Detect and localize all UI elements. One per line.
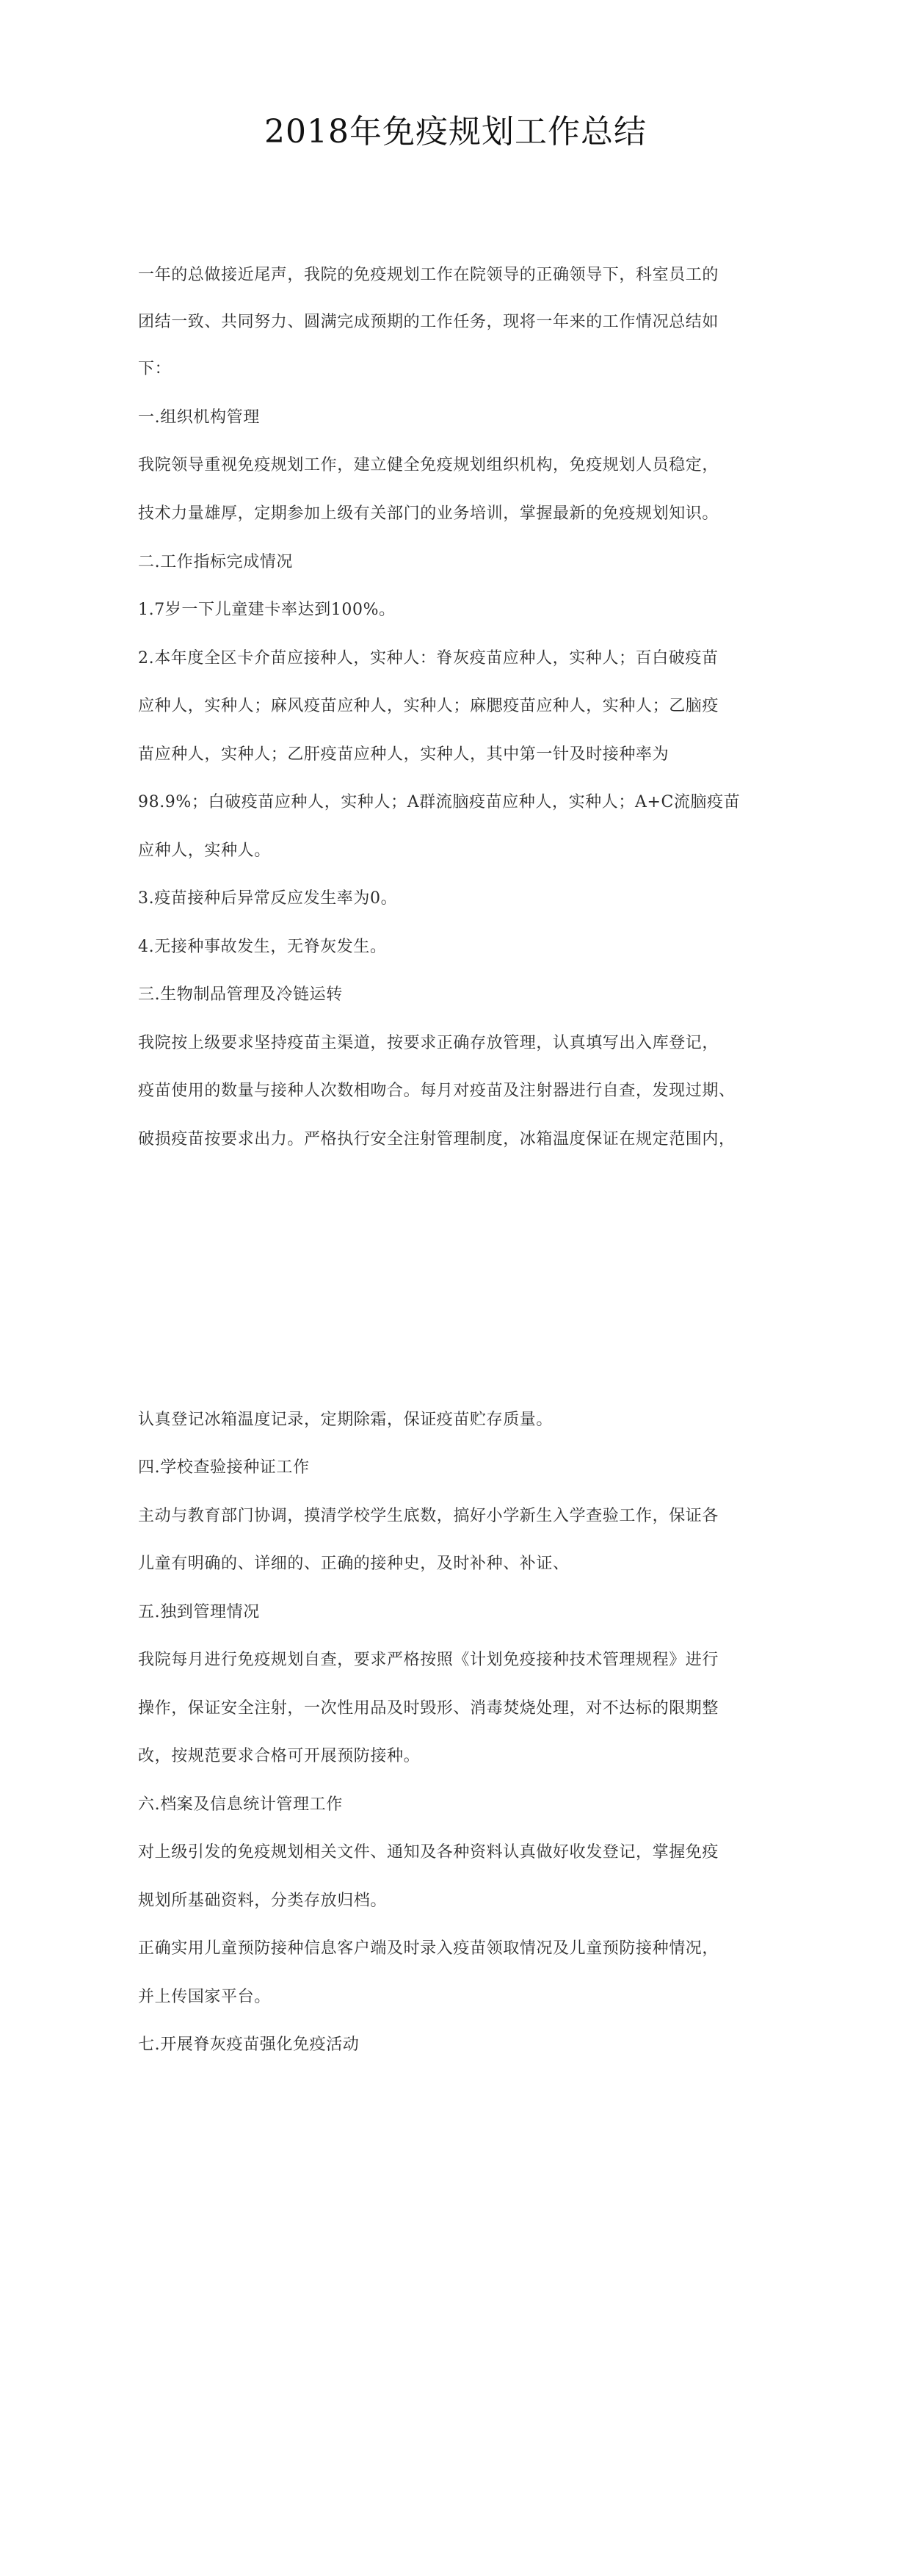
body-line: 苗应种人，实种人；乙肝疫苗应种人，实种人，其中第一针及时接种率为: [138, 745, 669, 764]
section-heading: 七.开展脊灰疫苗强化免疫活动: [138, 2036, 360, 2054]
body-line: 疫苗使用的数量与接种人次数相吻合。每月对疫苗及注射器进行自查，发现过期、: [138, 1082, 736, 1100]
body-line: 98.9%；白破疫苗应种人，实种人；A群流脑疫苗应种人，实种人；A+C流脑疫苗: [138, 793, 741, 811]
section-heading: 二.工作指标完成情况: [138, 553, 293, 571]
body-line: 3.疫苗接种后异常反应发生率为0。: [138, 889, 398, 908]
body-line: 认真登记冰箱温度记录，定期除霜，保证疫苗贮存质量。: [138, 1411, 554, 1429]
body-line: 1.7岁一下儿童建卡率达到100%。: [138, 601, 396, 619]
body-line: 应种人，实种人。: [138, 842, 271, 860]
body-line: 破损疫苗按要求出力。严格执行安全注射管理制度，冰箱温度保证在规定范围内，: [138, 1130, 736, 1148]
body-line: 并上传国家平台。: [138, 1988, 271, 2006]
body-line: 下：: [138, 360, 172, 378]
body-line: 我院按上级要求坚持疫苗主渠道，按要求正确存放管理，认真填写出入库登记，: [138, 1034, 719, 1052]
body-line: 对上级引发的免疫规划相关文件、通知及各种资料认真做好收发登记，掌握免疫: [138, 1843, 719, 1862]
body-line: 应种人，实种人；麻风疫苗应种人，实种人；麻腮疫苗应种人，实种人；乙脑疫: [138, 697, 719, 715]
body-line: 我院每月进行免疫规划自查，要求严格按照《计划免疫接种技术管理规程》进行: [138, 1651, 719, 1669]
page-title: 2018年免疫规划工作总结: [264, 113, 647, 151]
body-line: 操作，保证安全注射，一次性用品及时毁形、消毒焚烧处理，对不达标的限期整: [138, 1699, 719, 1718]
body-line: 主动与教育部门协调，摸清学校学生底数，搞好小学新生入学查验工作，保证各: [138, 1507, 719, 1525]
body-line: 儿童有明确的、详细的、正确的接种史，及时补种、补证、: [138, 1555, 570, 1573]
body-line: 我院领导重视免疫规划工作，建立健全免疫规划组织机构，免疫规划人员稳定，: [138, 456, 719, 474]
section-heading: 五.独到管理情况: [138, 1603, 260, 1621]
body-line: 技术力量雄厚，定期参加上级有关部门的业务培训，掌握最新的免疫规划知识。: [138, 504, 719, 523]
body-line: 规划所基础资料，分类存放归档。: [138, 1892, 388, 1910]
body-line: 团结一致、共同努力、圆满完成预期的工作任务，现将一年来的工作情况总结如: [138, 313, 719, 331]
body-line: 2.本年度全区卡介苗应接种人，实种人：脊灰疫苗应种人，实种人；百白破疫苗: [138, 649, 719, 667]
body-line: 改，按规范要求合格可开展预防接种。: [138, 1747, 421, 1765]
section-heading: 三.生物制品管理及冷链运转: [138, 985, 343, 1004]
section-heading: 六.档案及信息统计管理工作: [138, 1795, 343, 1814]
section-heading: 四.学校查验接种证工作: [138, 1458, 310, 1477]
section-heading: 一.组织机构管理: [138, 408, 260, 427]
body-line: 4.无接种事故发生，无脊灰发生。: [138, 938, 387, 956]
body-line: 正确实用儿童预防接种信息客户端及时录入疫苗领取情况及儿童预防接种情况，: [138, 1939, 719, 1958]
body-line: 一年的总做接近尾声，我院的免疫规划工作在院领导的正确领导下，科室员工的: [138, 266, 719, 284]
